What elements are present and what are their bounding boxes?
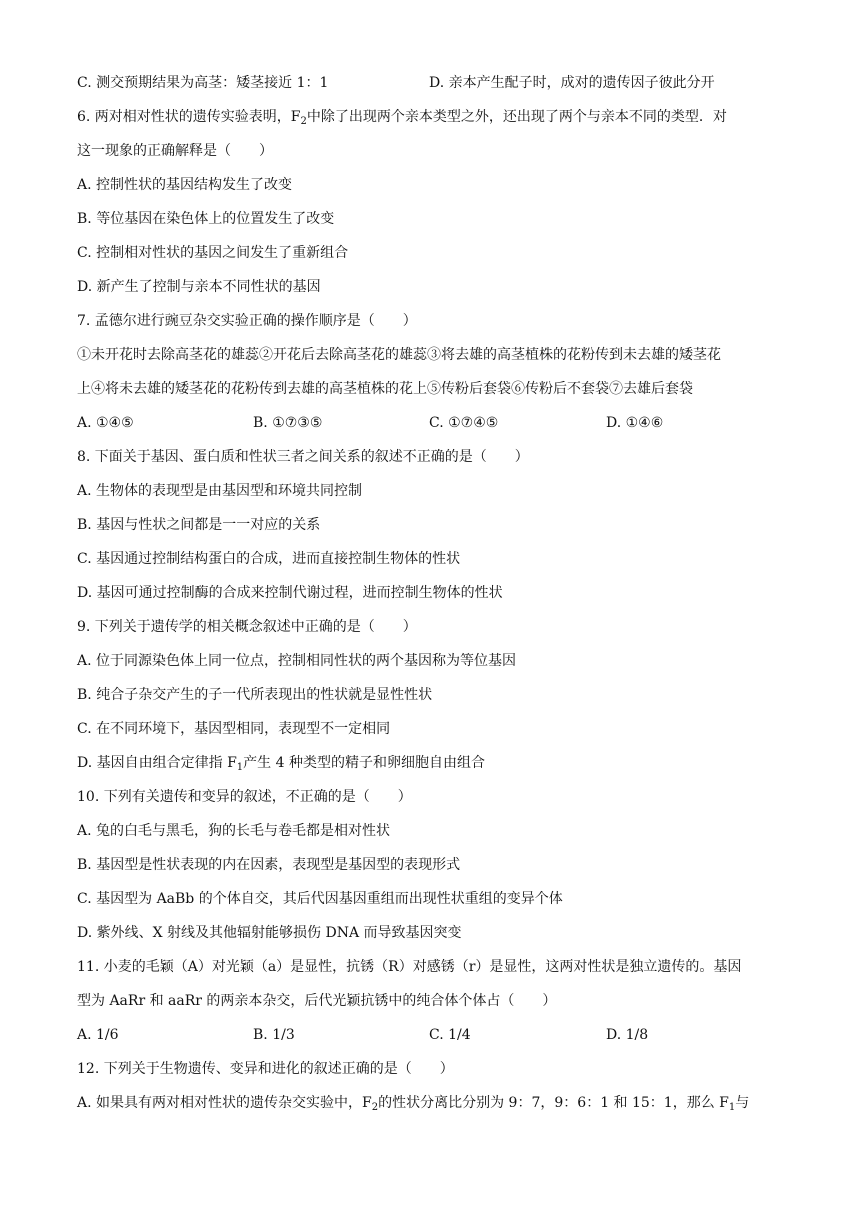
q6-stem-post: 中除了出现两个亲本类型之外，还出现了两个与亲本不同的类型．对 <box>306 109 727 125</box>
q7-option-a: A. ①④⑤ <box>77 415 134 431</box>
q8-option-c: C. 基因通过控制结构蛋白的合成，进而直接控制生物体的性状 <box>77 551 461 567</box>
q11-stem-line1: 11. 小麦的毛颖（A）对光颖（a）是显性，抗锈（R）对感锈（r）是显性，这两对性状是独立遗传的。基因 <box>77 959 742 975</box>
q11-option-a: A. 1/6 <box>77 1027 119 1043</box>
q10-option-a: A. 兔的白毛与黑毛，狗的长毛与卷毛都是相对性状 <box>77 823 391 839</box>
q12-stem: 12. 下列关于生物遗传、变异和进化的叙述正确的是（ ） <box>77 1061 454 1077</box>
q5-option-d: D. 亲本产生配子时，成对的遗传因子彼此分开 <box>429 75 715 91</box>
q8-option-b: B. 基因与性状之间都是一一对应的关系 <box>77 517 321 533</box>
q8-stem: 8. 下面关于基因、蛋白质和性状三者之间关系的叙述不正确的是（ ） <box>77 449 529 465</box>
q9-option-a: A. 位于同源染色体上同一位点，控制相同性状的两个基因称为等位基因 <box>77 653 517 669</box>
q11-option-b: B. 1/3 <box>253 1027 295 1043</box>
q10-option-c: C. 基因型为 AaBb 的个体自交，其后代因基因重组而出现性状重组的变异个体 <box>77 891 563 907</box>
q6-option-d: D. 新产生了控制与亲本不同性状的基因 <box>77 279 321 295</box>
q12-option-a <box>77 1093 787 1113</box>
q7-steps-line2: 上④将未去雄的矮茎花的花粉传到去雄的高茎植株的花上⑤传粉后套袋⑥传粉后不套袋⑦去雄后套袋 <box>77 381 693 397</box>
q9-option-b: B. 纯合子杂交产生的子一代所表现出的性状就是显性性状 <box>77 687 433 703</box>
q8-option-d: D. 基因可通过控制酶的合成来控制代谢过程，进而控制生物体的性状 <box>77 585 503 601</box>
q6-stem-sub: 2 <box>300 116 307 127</box>
q9-option-d-pre: D. 基因自由组合定律指 F <box>77 755 237 771</box>
q7-option-b: B. ①⑦③⑤ <box>253 415 323 431</box>
q12-option-a-sub1: 2 <box>371 1102 379 1113</box>
q8-option-a: A. 生物体的表现型是由基因型和环境共同控制 <box>77 483 363 499</box>
q12-option-a-part2: 的性状分离比分别为 9：7，9：6：1 和 15：1，那么 F <box>378 1095 729 1111</box>
q6-option-b: B. 等位基因在染色体上的位置发生了改变 <box>77 211 335 227</box>
q10-option-b: B. 基因型是性状表现的内在因素，表现型是基因型的表现形式 <box>77 857 461 873</box>
q7-option-d: D. ①④⑥ <box>606 415 664 431</box>
q9-option-d-post: 产生 4 种类型的精子和卵细胞自由组合 <box>243 755 485 771</box>
q9-stem: 9. 下列关于遗传学的相关概念叙述中正确的是（ ） <box>77 619 417 635</box>
q9-option-d-sub: 1 <box>236 762 244 773</box>
q6-stem-pre: 6. 两对相对性状的遗传实验表明，F <box>77 109 301 125</box>
q10-stem: 10. 下列有关遗传和变异的叙述，不正确的是（ ） <box>77 789 412 805</box>
q12-option-a-part1: A. 如果具有两对相对性状的遗传杂交实验中，F <box>77 1095 372 1111</box>
q7-steps-line1: ①未开花时去除高茎花的雄蕊②开花后去除高茎花的雄蕊③将去雄的高茎植株的花粉传到未去雄的矮茎花 <box>77 347 721 363</box>
q11-option-c: C. 1/4 <box>429 1027 471 1043</box>
q9-option-c: C. 在不同环境下，基因型相同，表现型不一定相同 <box>77 721 391 737</box>
q6-option-c: C. 控制相对性状的基因之间发生了重新组合 <box>77 245 349 261</box>
q11-option-d: D. 1/8 <box>606 1027 649 1043</box>
q6-stem-line1 <box>77 107 787 127</box>
q6-stem-line2: 这一现象的正确解释是（ ） <box>77 143 273 159</box>
q5-option-c: C. 测交预期结果为高茎：矮茎接近 1：1 <box>77 75 329 91</box>
q12-option-a-sub2: 1 <box>728 1102 736 1113</box>
q10-option-d: D. 紫外线、X 射线及其他辐射能够损伤 DNA 而导致基因突变 <box>77 925 462 941</box>
q7-stem: 7. 孟德尔进行豌豆杂交实验正确的操作顺序是（ ） <box>77 313 417 329</box>
q11-stem-line2: 型为 AaRr 和 aaRr 的两亲本杂交，后代光颖抗锈中的纯合体个体占（ ） <box>77 993 557 1009</box>
q6-option-a: A. 控制性状的基因结构发生了改变 <box>77 177 293 193</box>
q7-option-c: C. ①⑦④⑤ <box>429 415 499 431</box>
q9-option-d <box>77 753 787 773</box>
q12-option-a-part3: 与 <box>735 1095 750 1111</box>
